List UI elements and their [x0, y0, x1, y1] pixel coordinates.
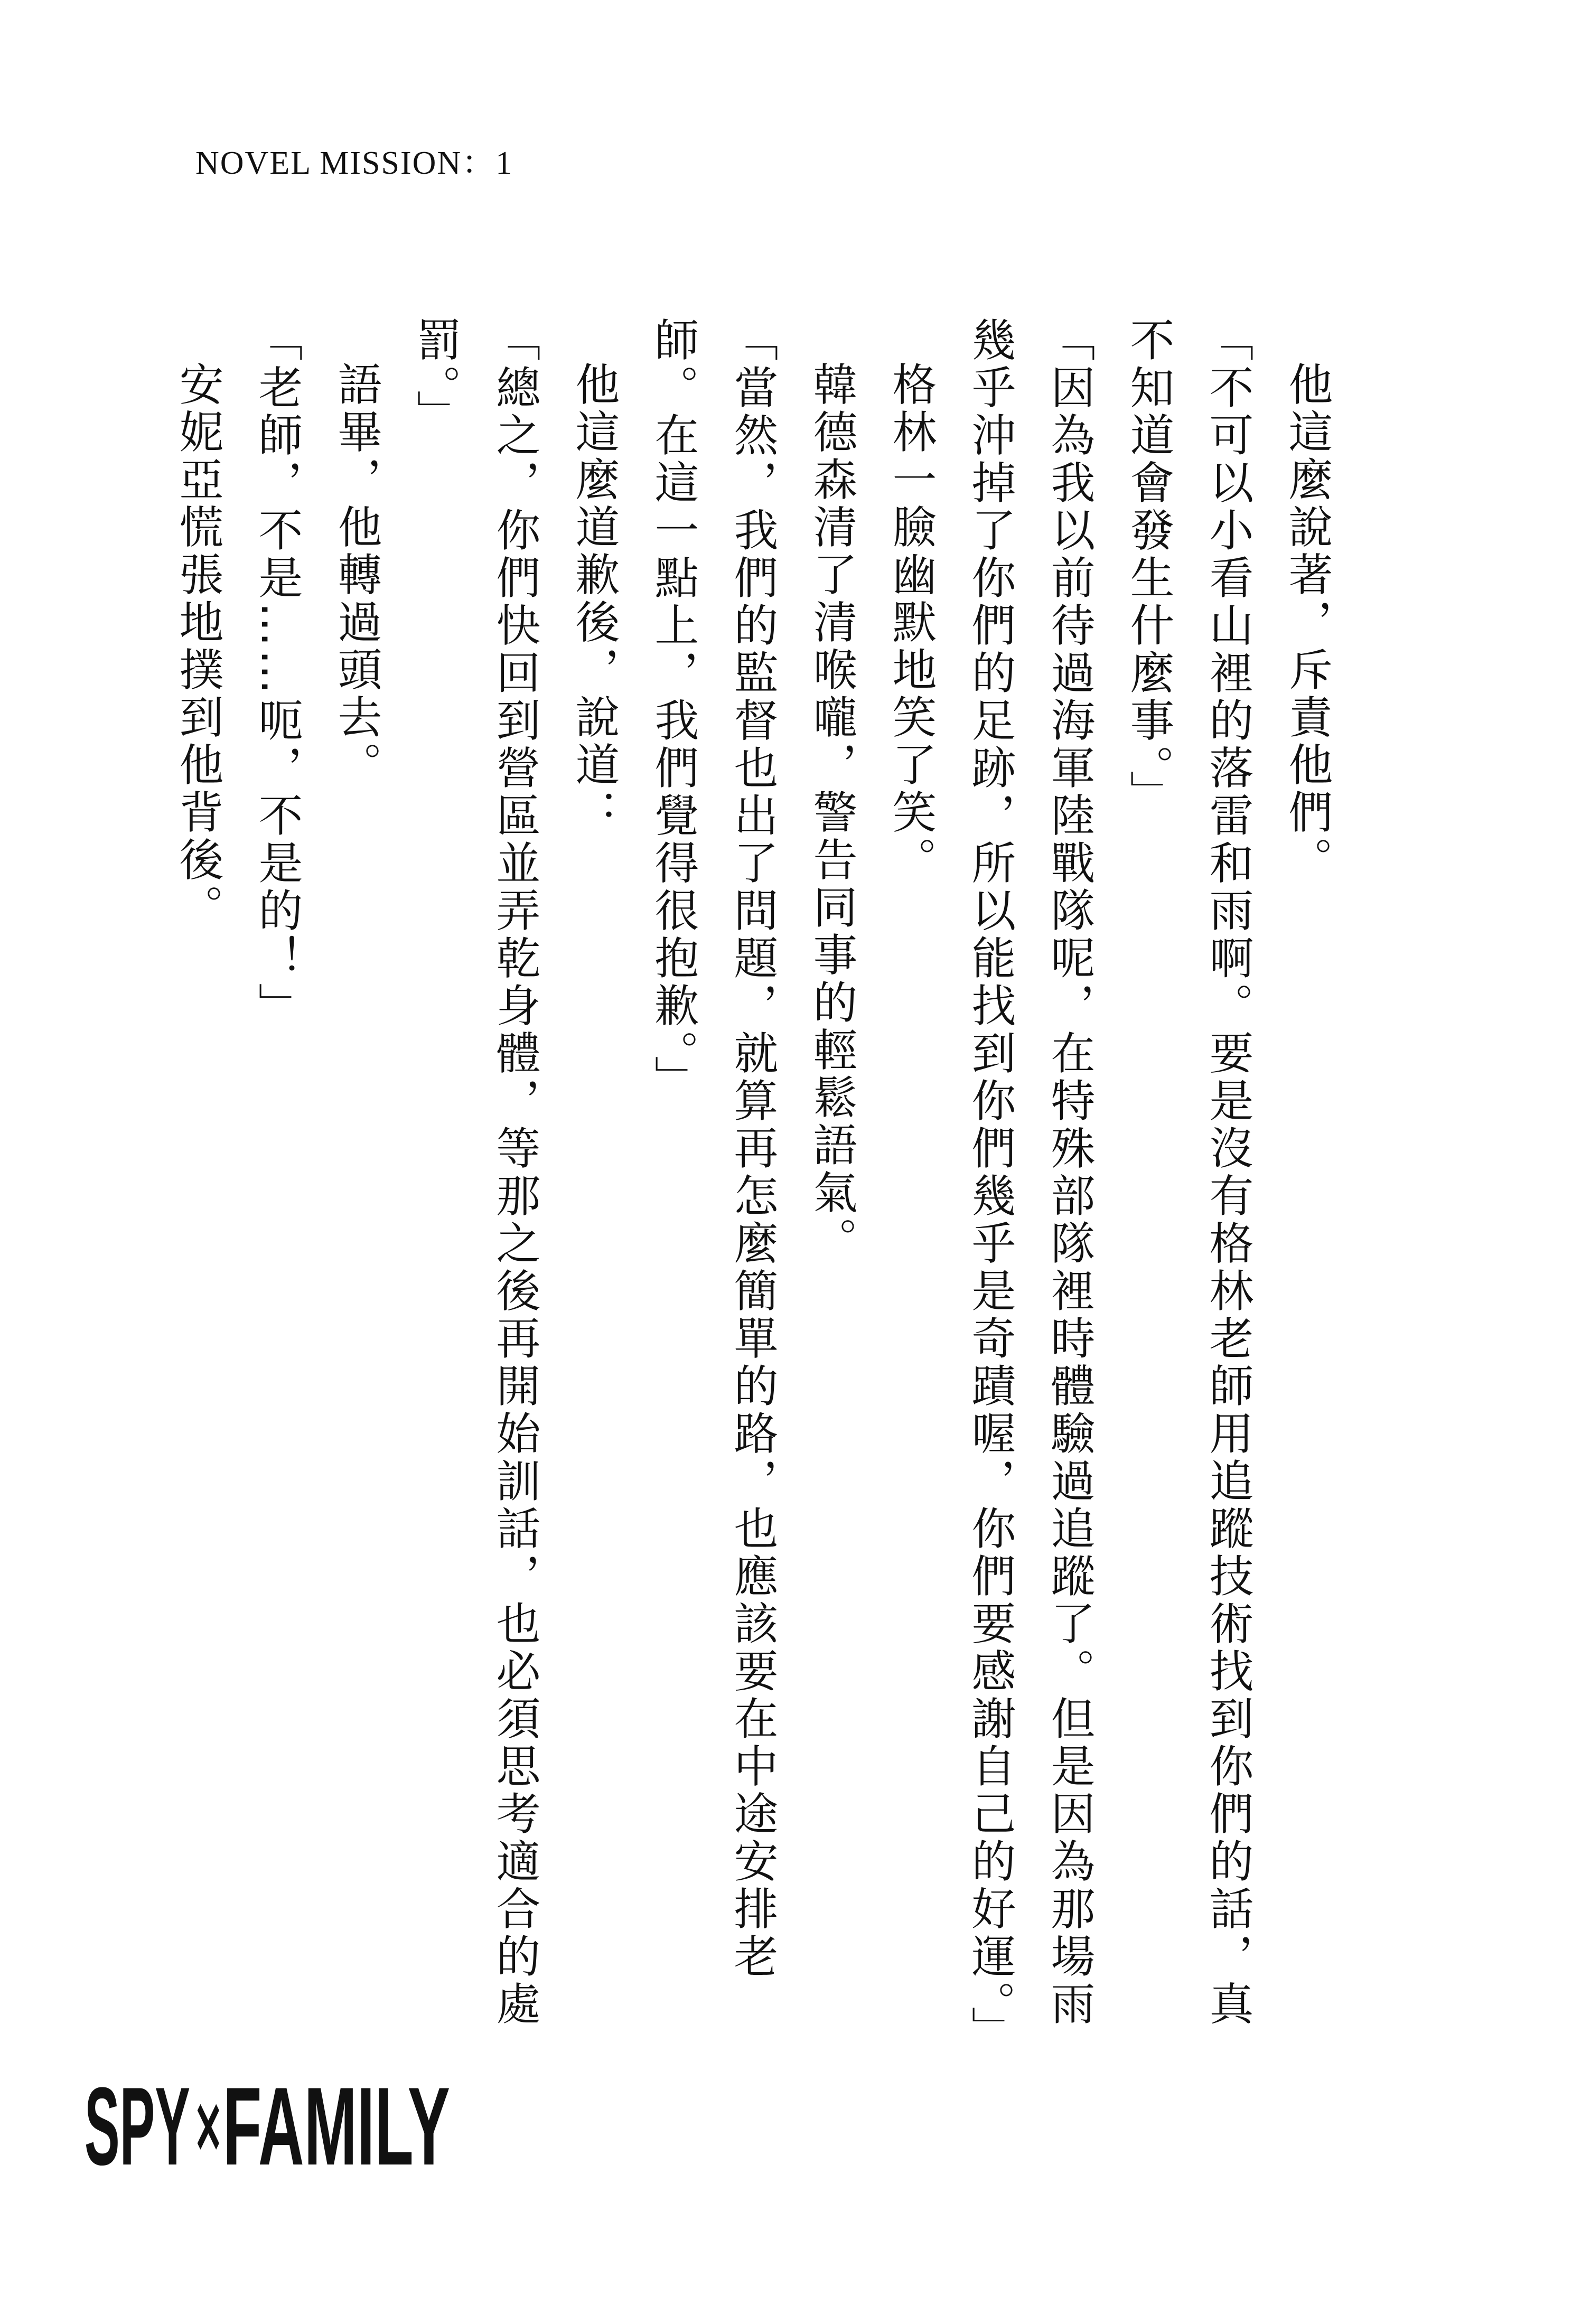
spy-family-logo — [85, 2043, 454, 2188]
paragraph: 他這麼說著，斥責他們。 — [1281, 361, 1333, 884]
paragraph: 韓德森清了清喉嚨，警告同事的輕鬆語氣。 — [806, 361, 858, 1264]
paragraph: 格林一臉幽默地笑了笑。 — [885, 361, 937, 884]
running-header: NOVEL MISSION：1 — [195, 145, 513, 181]
vertical-text-block — [172, 317, 1347, 2054]
paragraph: 「總之，你們快回到營區並弄乾身體，等那之後再開始訓話，也必須思考適合的處罰。」 — [410, 317, 541, 2028]
logo-text-right: FAMILY — [223, 2064, 450, 2188]
paragraph: 「因為我以前待過海軍陸戰隊呢，在特殊部隊裡時體驗過追蹤了。但是因為那場雨幾乎沖掉了你們的足跡，所以能找到你們幾乎是奇蹟喔，你們要感謝自己的好運。」 — [965, 317, 1096, 2054]
paragraph: 「老師，不是……呃，不是的！」 — [251, 317, 303, 1030]
logo-text-left: SPY — [85, 2064, 190, 2188]
paragraph: 安妮亞慌張地撲到他背後。 — [172, 361, 224, 932]
paragraph: 他這麼道歉後，說道： — [568, 361, 620, 837]
paragraph: 「當然，我們的監督也出了問題，就算再怎麼簡單的路，也應該要在中途安排老師。在這一點上，我們覺得很抱歉。」 — [648, 317, 779, 1981]
paragraph: 「不可以小看山裡的落雷和雨啊。要是沒有格林老師用追蹤技術找到你們的話，真不知道會發生什麼事。」 — [1123, 317, 1254, 2028]
paragraph: 語畢，他轉過頭去。 — [331, 361, 382, 789]
logo-svg — [85, 2043, 454, 2188]
logo-separator: × — [193, 2079, 224, 2170]
